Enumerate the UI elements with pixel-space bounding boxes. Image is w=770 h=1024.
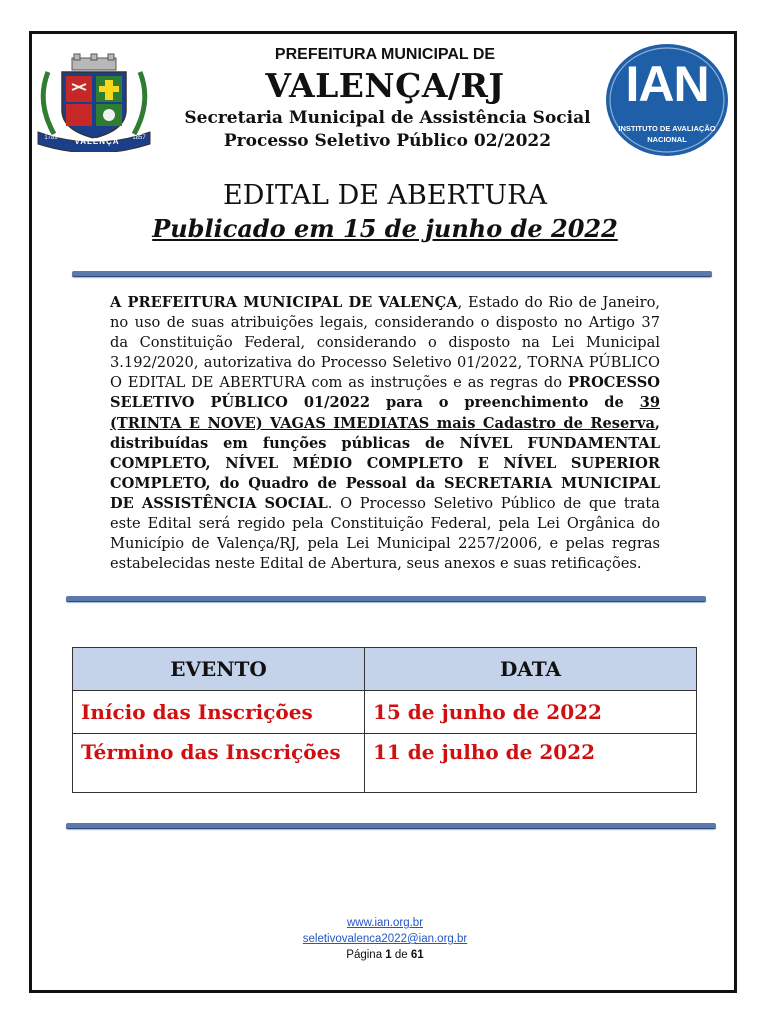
header-subtitle-2: Processo Seletivo Público 02/2022: [223, 131, 552, 151]
header-pre-title: PREFEITURA MUNICIPAL DE: [274, 46, 496, 63]
event-date: 15 de junho de 2022: [365, 691, 697, 734]
website-link[interactable]: www.ian.org.br: [346, 917, 424, 929]
body-text-2: . O Processo Seletivo Público de que trata este Edital será regido pela Constituição Federal, pela Lei Orgânica do Município de Valença/RJ, pela Lei Municipal 2257/2006, e pelas regras estabelecidas neste Edital de Abertura, seus anexos e suas retificações.: [110, 494, 660, 573]
ian-logo-line1: INSTITUTO DE AVALIAÇÃO: [618, 124, 716, 133]
header-subtitle-1: Secretaria Municipal de Assistência Social: [184, 108, 591, 128]
crest-ribbon-text: VALENÇA: [74, 137, 120, 146]
divider-bottom: [66, 823, 716, 829]
crest-year-right: 1857: [132, 135, 146, 141]
divider-top: [72, 271, 712, 277]
events-table: [72, 647, 697, 793]
table-row: [73, 691, 697, 734]
table-header-event: EVENTO: [73, 648, 365, 691]
body-bold-1: A PREFEITURA MUNICIPAL DE VALENÇA: [110, 294, 458, 311]
table-row: [73, 734, 697, 793]
ian-logo-text: IAN: [625, 56, 709, 112]
divider-middle: [66, 596, 706, 602]
table-header-date: DATA: [365, 648, 697, 691]
crest-year-left: 1789: [44, 135, 58, 141]
event-name: Início das Inscrições: [73, 691, 365, 734]
body-paragraph: [110, 293, 660, 574]
body-bold-2: PROCESSO SELETIVO PÚBLICO 01/2022 para o preenchimento de: [110, 374, 660, 412]
body-text-1: , Estado do Rio de Janeiro, no uso de suas atribuições legais, considerando o disposto no Artigo 37 da Constituição Federal, considerando o disposto na Lei Municipal 3.192/2020, autorizativa do Processo Seletivo 01/2022, TORNA PÚBLICO O EDITAL DE ABERTURA com as instruções e as regras do: [110, 294, 660, 392]
email-link[interactable]: seletivovalenca2022@ian.org.br: [302, 933, 468, 945]
event-name: Término das Inscrições: [73, 734, 365, 793]
body-bold-underline: 39 (TRINTA E NOVE) VAGAS IMEDIATAS mais Cadastro de Reserva: [110, 394, 660, 432]
document-published-date: Publicado em 15 de junho de 2022: [152, 214, 618, 243]
body-bold-3: , distribuídas em funções públicas de NÍVEL FUNDAMENTAL COMPLETO, NÍVEL MÉDIO COMPLETO E NÍVEL SUPERIOR COMPLETO, do Quadro de Pessoal da SECRETARIA MUNICIPAL DE ASSISTÊNCIA SOCIAL: [110, 414, 660, 512]
page-number: Página 1 de 61: [346, 949, 424, 961]
ian-logo-line2: NACIONAL: [647, 135, 687, 144]
header-title: VALENÇA/RJ: [265, 66, 505, 105]
event-date: 11 de julho de 2022: [365, 734, 697, 793]
document-title: EDITAL DE ABERTURA: [223, 180, 547, 211]
